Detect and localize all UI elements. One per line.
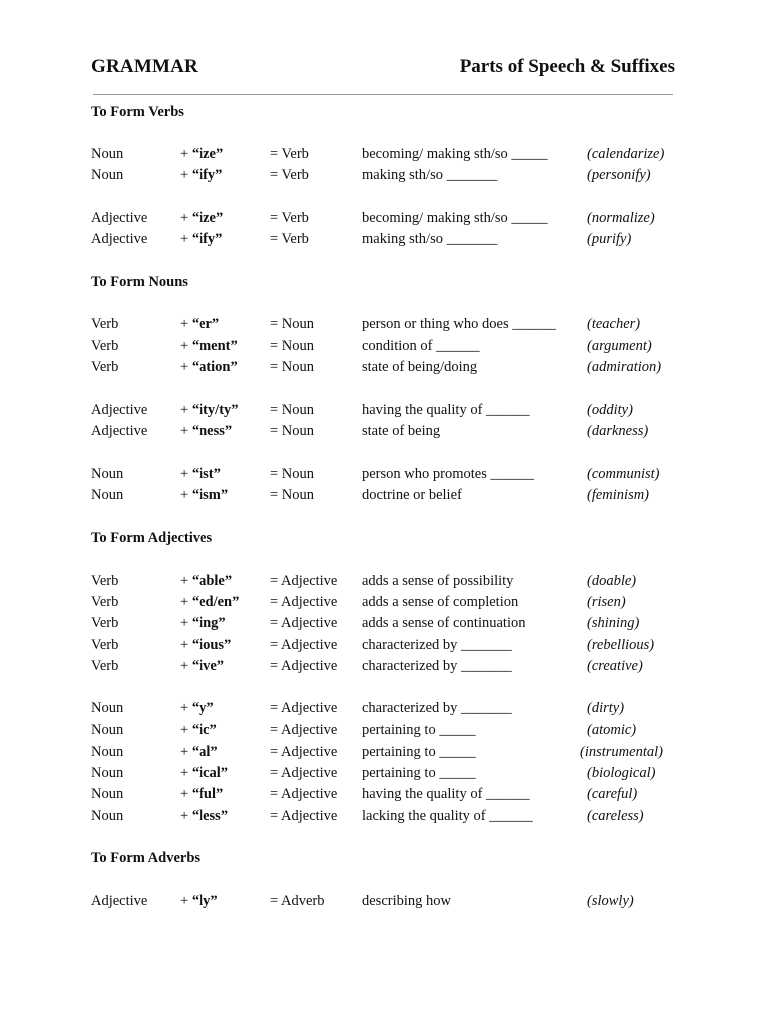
meaning: person or thing who does ______ <box>362 316 556 332</box>
suffix: + “ic” <box>180 722 217 738</box>
result-type: = Adjective <box>270 594 338 610</box>
result-type: = Noun <box>270 359 315 375</box>
result-type: = Adjective <box>270 637 338 653</box>
result-type: = Noun <box>270 338 315 354</box>
suffix-text: “ious” <box>191 637 232 653</box>
suffix-text: “ify” <box>191 167 223 183</box>
result-type: = Noun <box>270 423 315 439</box>
base-word: Noun <box>91 744 124 760</box>
example: (argument) <box>587 338 652 354</box>
base-word: Verb <box>91 615 119 631</box>
suffix-text: “ing” <box>191 615 226 631</box>
meaning: characterized by _______ <box>362 637 512 653</box>
suffix-text: “ity/ty” <box>191 402 239 418</box>
table-row <box>0 338 768 358</box>
suffix-text: “ize” <box>191 146 224 162</box>
suffix: + “less” <box>180 808 229 824</box>
table-row <box>0 466 768 486</box>
suffix-text: “ism” <box>191 487 229 503</box>
base-word: Noun <box>91 146 124 162</box>
suffix: + “er” <box>180 316 220 332</box>
suffix-text: “ation” <box>191 359 238 375</box>
table-row <box>0 146 768 166</box>
suffix-text: “ify” <box>191 231 223 247</box>
example: (biological) <box>587 765 656 781</box>
result-type: = Adjective <box>270 615 338 631</box>
section-heading-nouns: To Form Nouns <box>91 274 188 290</box>
result-type: = Verb <box>270 146 309 162</box>
meaning: person who promotes ______ <box>362 466 534 482</box>
suffix: + “ism” <box>180 487 229 503</box>
base-word: Verb <box>91 316 119 332</box>
table-row <box>0 316 768 336</box>
meaning: making sth/so _______ <box>362 231 498 247</box>
suffix: + “ify” <box>180 231 223 247</box>
example: (slowly) <box>587 893 634 909</box>
base-word: Noun <box>91 167 124 183</box>
suffix-text: “able” <box>191 573 233 589</box>
suffix: + “ious” <box>180 637 232 653</box>
suffix-text: “ical” <box>191 765 229 781</box>
table-row <box>0 402 768 422</box>
example: (calendarize) <box>587 146 665 162</box>
example: (dirty) <box>587 700 625 716</box>
base-word: Noun <box>91 700 124 716</box>
table-row <box>0 594 768 614</box>
table-row <box>0 167 768 187</box>
suffix: + “ify” <box>180 167 223 183</box>
example: (normalize) <box>587 210 655 226</box>
example: (darkness) <box>587 423 649 439</box>
suffix: + “ation” <box>180 359 238 375</box>
suffix-text: “ed/en” <box>191 594 240 610</box>
table-row <box>0 765 768 785</box>
table-row <box>0 722 768 742</box>
suffix-text: “ist” <box>191 466 221 482</box>
example: (admiration) <box>587 359 662 375</box>
example: (careful) <box>587 786 638 802</box>
meaning: having the quality of ______ <box>362 786 530 802</box>
table-row <box>0 423 768 443</box>
base-word: Verb <box>91 573 119 589</box>
suffix: + “ed/en” <box>180 594 240 610</box>
result-type: = Noun <box>270 316 315 332</box>
result-type: = Adverb <box>270 893 325 909</box>
example: (oddity) <box>587 402 633 418</box>
meaning: pertaining to _____ <box>362 722 476 738</box>
suffix-text: “less” <box>191 808 229 824</box>
meaning: becoming/ making sth/so _____ <box>362 210 548 226</box>
base-word: Verb <box>91 658 119 674</box>
base-word: Noun <box>91 765 124 781</box>
table-row <box>0 487 768 507</box>
base-word: Noun <box>91 487 124 503</box>
suffix-text: “ize” <box>191 210 224 226</box>
example: (rebellious) <box>587 637 655 653</box>
base-word: Verb <box>91 594 119 610</box>
base-word: Adjective <box>91 210 148 226</box>
base-word: Noun <box>91 722 124 738</box>
table-row <box>0 615 768 635</box>
result-type: = Verb <box>270 210 309 226</box>
suffix: + “ize” <box>180 146 224 162</box>
meaning: pertaining to _____ <box>362 765 476 781</box>
meaning: having the quality of ______ <box>362 402 530 418</box>
base-word: Noun <box>91 808 124 824</box>
meaning: condition of ______ <box>362 338 480 354</box>
document-subtitle: Parts of Speech & Suffixes <box>459 56 675 77</box>
meaning: pertaining to _____ <box>362 744 476 760</box>
suffix: + “ing” <box>180 615 226 631</box>
section-heading-adjectives: To Form Adjectives <box>91 530 213 546</box>
suffix-text: “y” <box>191 700 214 716</box>
example: (risen) <box>587 594 626 610</box>
suffix: + “ness” <box>180 423 233 439</box>
base-word: Verb <box>91 637 119 653</box>
suffix-text: “ly” <box>191 893 218 909</box>
example: (doable) <box>587 573 637 589</box>
meaning: adds a sense of completion <box>362 594 519 610</box>
result-type: = Adjective <box>270 573 338 589</box>
table-row <box>0 786 768 806</box>
example: (creative) <box>587 658 643 674</box>
suffix-text: “ment” <box>191 338 238 354</box>
example: (purify) <box>587 231 632 247</box>
result-type: = Adjective <box>270 658 338 674</box>
base-word: Adjective <box>91 402 148 418</box>
base-word: Adjective <box>91 231 148 247</box>
base-word: Adjective <box>91 893 148 909</box>
example: (instrumental) <box>580 744 663 760</box>
meaning: state of being/doing <box>362 359 478 375</box>
result-type: = Adjective <box>270 722 338 738</box>
meaning: making sth/so _______ <box>362 167 498 183</box>
table-row <box>0 210 768 230</box>
result-type: = Adjective <box>270 700 338 716</box>
suffix: + “ize” <box>180 210 224 226</box>
meaning: lacking the quality of ______ <box>362 808 533 824</box>
base-word: Verb <box>91 338 119 354</box>
table-row <box>0 744 768 764</box>
suffix: + “ity/ty” <box>180 402 239 418</box>
result-type: = Noun <box>270 402 315 418</box>
example: (communist) <box>587 466 660 482</box>
meaning: state of being <box>362 423 441 439</box>
meaning: adds a sense of continuation <box>362 615 526 631</box>
suffix: + “ist” <box>180 466 221 482</box>
table-row <box>0 231 768 251</box>
suffix-text: “ness” <box>191 423 233 439</box>
result-type: = Noun <box>270 466 315 482</box>
suffix: + “ful” <box>180 786 224 802</box>
result-type: = Noun <box>270 487 315 503</box>
result-type: = Verb <box>270 231 309 247</box>
suffix-text: “er” <box>191 316 220 332</box>
header-divider <box>93 94 673 95</box>
example: (teacher) <box>587 316 641 332</box>
example: (careless) <box>587 808 644 824</box>
meaning: becoming/ making sth/so _____ <box>362 146 548 162</box>
result-type: = Adjective <box>270 765 338 781</box>
suffix: + “able” <box>180 573 233 589</box>
suffix-text: “ic” <box>191 722 217 738</box>
example: (atomic) <box>587 722 637 738</box>
suffix-text: “ive” <box>191 658 225 674</box>
table-row <box>0 808 768 828</box>
result-type: = Adjective <box>270 786 338 802</box>
suffix: + “y” <box>180 700 214 716</box>
suffix: + “ly” <box>180 893 218 909</box>
example: (personify) <box>587 167 651 183</box>
table-row <box>0 359 768 379</box>
section-heading-verbs: To Form Verbs <box>91 104 184 120</box>
table-row <box>0 700 768 720</box>
document-title: GRAMMAR <box>91 56 198 77</box>
suffix: + “ment” <box>180 338 238 354</box>
base-word: Verb <box>91 359 119 375</box>
example: (shining) <box>587 615 640 631</box>
meaning: characterized by _______ <box>362 658 512 674</box>
meaning: adds a sense of possibility <box>362 573 514 589</box>
suffix-text: “al” <box>191 744 218 760</box>
result-type: = Verb <box>270 167 309 183</box>
table-row <box>0 637 768 657</box>
example: (feminism) <box>587 487 650 503</box>
suffix: + “ical” <box>180 765 229 781</box>
section-heading-adverbs: To Form Adverbs <box>91 850 201 866</box>
suffix-text: “ful” <box>191 786 224 802</box>
base-word: Noun <box>91 786 124 802</box>
suffix: + “ive” <box>180 658 225 674</box>
suffix: + “al” <box>180 744 218 760</box>
table-row <box>0 893 768 913</box>
result-type: = Adjective <box>270 808 338 824</box>
meaning: describing how <box>362 893 451 909</box>
meaning: characterized by _______ <box>362 700 512 716</box>
result-type: = Adjective <box>270 744 338 760</box>
meaning: doctrine or belief <box>362 487 462 503</box>
base-word: Adjective <box>91 423 148 439</box>
table-row <box>0 658 768 678</box>
table-row <box>0 573 768 593</box>
base-word: Noun <box>91 466 124 482</box>
